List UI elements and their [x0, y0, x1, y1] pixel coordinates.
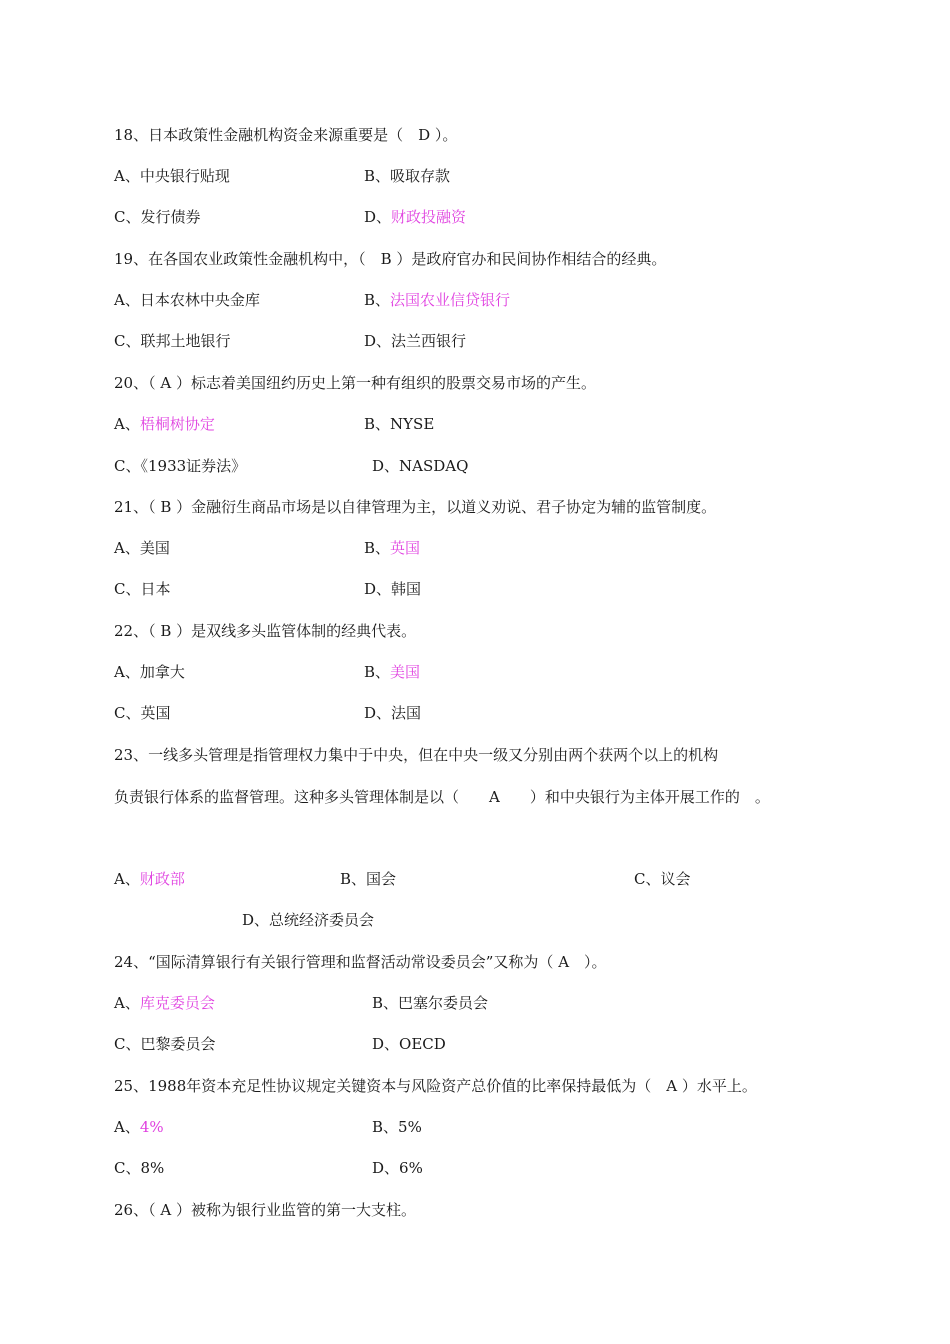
correct-answer-text: 美国	[390, 663, 421, 681]
option-prefix: A、	[114, 663, 140, 681]
q25-option-a	[114, 1116, 164, 1138]
q24-option-b	[372, 992, 488, 1014]
q23-option-a	[114, 868, 185, 890]
option-prefix: B、	[364, 167, 391, 185]
option-text: 法国	[391, 704, 422, 722]
q26-stem: 26、（ A ）被称为银行业监管的第一大支柱。	[114, 1201, 416, 1219]
q23-stem-line1: 23、一线多头管理是指管理权力集中于中央，但在中央一级又分别由两个获两个以上的机构	[114, 746, 719, 764]
option-prefix: D、	[242, 911, 270, 929]
q19-option-d	[364, 330, 466, 352]
option-text: 英国	[140, 704, 171, 722]
q25-option-c	[114, 1157, 164, 1179]
option-prefix: B、	[364, 415, 391, 433]
q22-stem: 22、（ B ）是双线多头监管体制的经典代表。	[114, 622, 417, 640]
option-text: 加拿大	[139, 663, 185, 681]
q18-stem: 18、日本政策性金融机构资金来源重要是（ D ）。	[114, 126, 458, 144]
option-prefix: B、	[364, 539, 391, 557]
option-text: OECD	[399, 1035, 446, 1053]
option-text: 日本农林中央金库	[139, 291, 260, 309]
option-text: 法兰西银行	[391, 332, 467, 350]
q19-stem: 19、在各国农业政策性金融机构中，（ B ）是政府官办和民间协作相结合的经典。	[114, 250, 667, 268]
option-text: NYSE	[390, 415, 435, 433]
q24-option-c	[114, 1033, 216, 1055]
q18-option-a	[114, 165, 230, 187]
option-text: 联邦土地银行	[140, 332, 231, 350]
q18-option-d	[364, 206, 466, 228]
q25-option-b	[372, 1116, 422, 1138]
option-text: 5%	[398, 1118, 422, 1136]
q22-option-d	[364, 702, 421, 724]
q21-option-c	[114, 578, 171, 600]
option-text: 6%	[399, 1159, 423, 1177]
option-prefix: C、	[114, 1159, 141, 1177]
option-prefix: D、	[364, 580, 392, 598]
q21-stem: 21、（ B ）金融衍生商品市场是以自律管理为主，以道义劝说、君子协定为辅的监管制度。	[114, 498, 717, 516]
option-text: 8%	[140, 1159, 165, 1177]
q22-option-a	[114, 661, 185, 683]
option-prefix: A、	[114, 870, 140, 888]
q21-option-b	[364, 537, 420, 559]
option-prefix: B、	[364, 663, 391, 681]
q20-option-b	[364, 413, 434, 435]
option-prefix: D、	[372, 1035, 400, 1053]
option-prefix: A、	[114, 994, 140, 1012]
q23-option-d	[242, 909, 374, 931]
option-prefix: D、	[372, 1159, 400, 1177]
option-text: 吸取存款	[390, 167, 451, 185]
option-prefix: A、	[114, 291, 140, 309]
q20-option-d	[372, 455, 468, 477]
q18-option-b	[364, 165, 450, 187]
q21-option-a	[114, 537, 170, 559]
option-prefix: A、	[114, 415, 140, 433]
q19-option-c	[114, 330, 231, 352]
option-prefix: A、	[114, 167, 140, 185]
q25-option-d	[372, 1157, 423, 1179]
option-text: 《1933证券法》	[140, 457, 247, 475]
option-prefix: B、	[364, 291, 391, 309]
q23-stem-line2: 负责银行体系的监督管理。这种多头管理体制是以（ A ）和中央银行为主体开展工作的 。	[114, 788, 770, 806]
q22-option-c	[114, 702, 171, 724]
option-prefix: C、	[114, 208, 141, 226]
q19-option-b	[364, 289, 510, 311]
correct-answer-text: 法国农业信贷银行	[390, 291, 511, 309]
option-text: 国会	[366, 870, 397, 888]
option-text: 议会	[660, 870, 691, 888]
option-text: 巴黎委员会	[140, 1035, 216, 1053]
option-prefix: D、	[364, 704, 392, 722]
q23-option-c	[634, 868, 691, 890]
q18-option-c	[114, 206, 201, 228]
q20-stem: 20、（ A ）标志着美国纽约历史上第一种有组织的股票交易市场的产生。	[114, 374, 596, 392]
option-prefix: C、	[114, 332, 141, 350]
option-prefix: C、	[114, 1035, 141, 1053]
correct-answer-text: 库克委员会	[139, 994, 215, 1012]
option-prefix: B、	[340, 870, 367, 888]
q20-option-a	[114, 413, 215, 435]
correct-answer-text: 英国	[390, 539, 421, 557]
option-text: 韩国	[391, 580, 422, 598]
option-text: 巴塞尔委员会	[398, 994, 489, 1012]
correct-answer-text: 财政部	[139, 870, 185, 888]
q24-stem: 24、“国际清算银行有关银行管理和监督活动常设委员会”又称为（ A ）。	[114, 953, 607, 971]
option-text: 美国	[139, 539, 170, 557]
correct-answer-text: 4%	[139, 1118, 164, 1136]
q25-stem: 25、1988年资本充足性协议规定关键资本与风险资产总价值的比率保持最低为（ A ）水平上。	[114, 1077, 757, 1095]
option-prefix: C、	[114, 580, 141, 598]
option-prefix: B、	[372, 1118, 399, 1136]
correct-answer-text: 财政投融资	[391, 208, 467, 226]
q19-option-a	[114, 289, 260, 311]
option-text: 日本	[140, 580, 171, 598]
q23-option-b	[340, 868, 396, 890]
q20-option-c	[114, 455, 246, 477]
option-prefix: D、	[364, 208, 392, 226]
option-prefix: C、	[114, 457, 141, 475]
q22-option-b	[364, 661, 420, 683]
correct-answer-text: 梧桐树协定	[139, 415, 215, 433]
q24-option-a	[114, 992, 215, 1014]
option-text: NASDAQ	[399, 457, 469, 475]
option-prefix: D、	[364, 332, 392, 350]
q24-option-d	[372, 1033, 446, 1055]
option-text: 总统经济委员会	[269, 911, 375, 929]
q21-option-d	[364, 578, 421, 600]
option-text: 发行债券	[140, 208, 201, 226]
option-text: 中央银行贴现	[139, 167, 230, 185]
option-prefix: C、	[634, 870, 661, 888]
option-prefix: A、	[114, 539, 140, 557]
option-prefix: C、	[114, 704, 141, 722]
option-prefix: A、	[114, 1118, 140, 1136]
option-prefix: D、	[372, 457, 400, 475]
option-prefix: B、	[372, 994, 399, 1012]
